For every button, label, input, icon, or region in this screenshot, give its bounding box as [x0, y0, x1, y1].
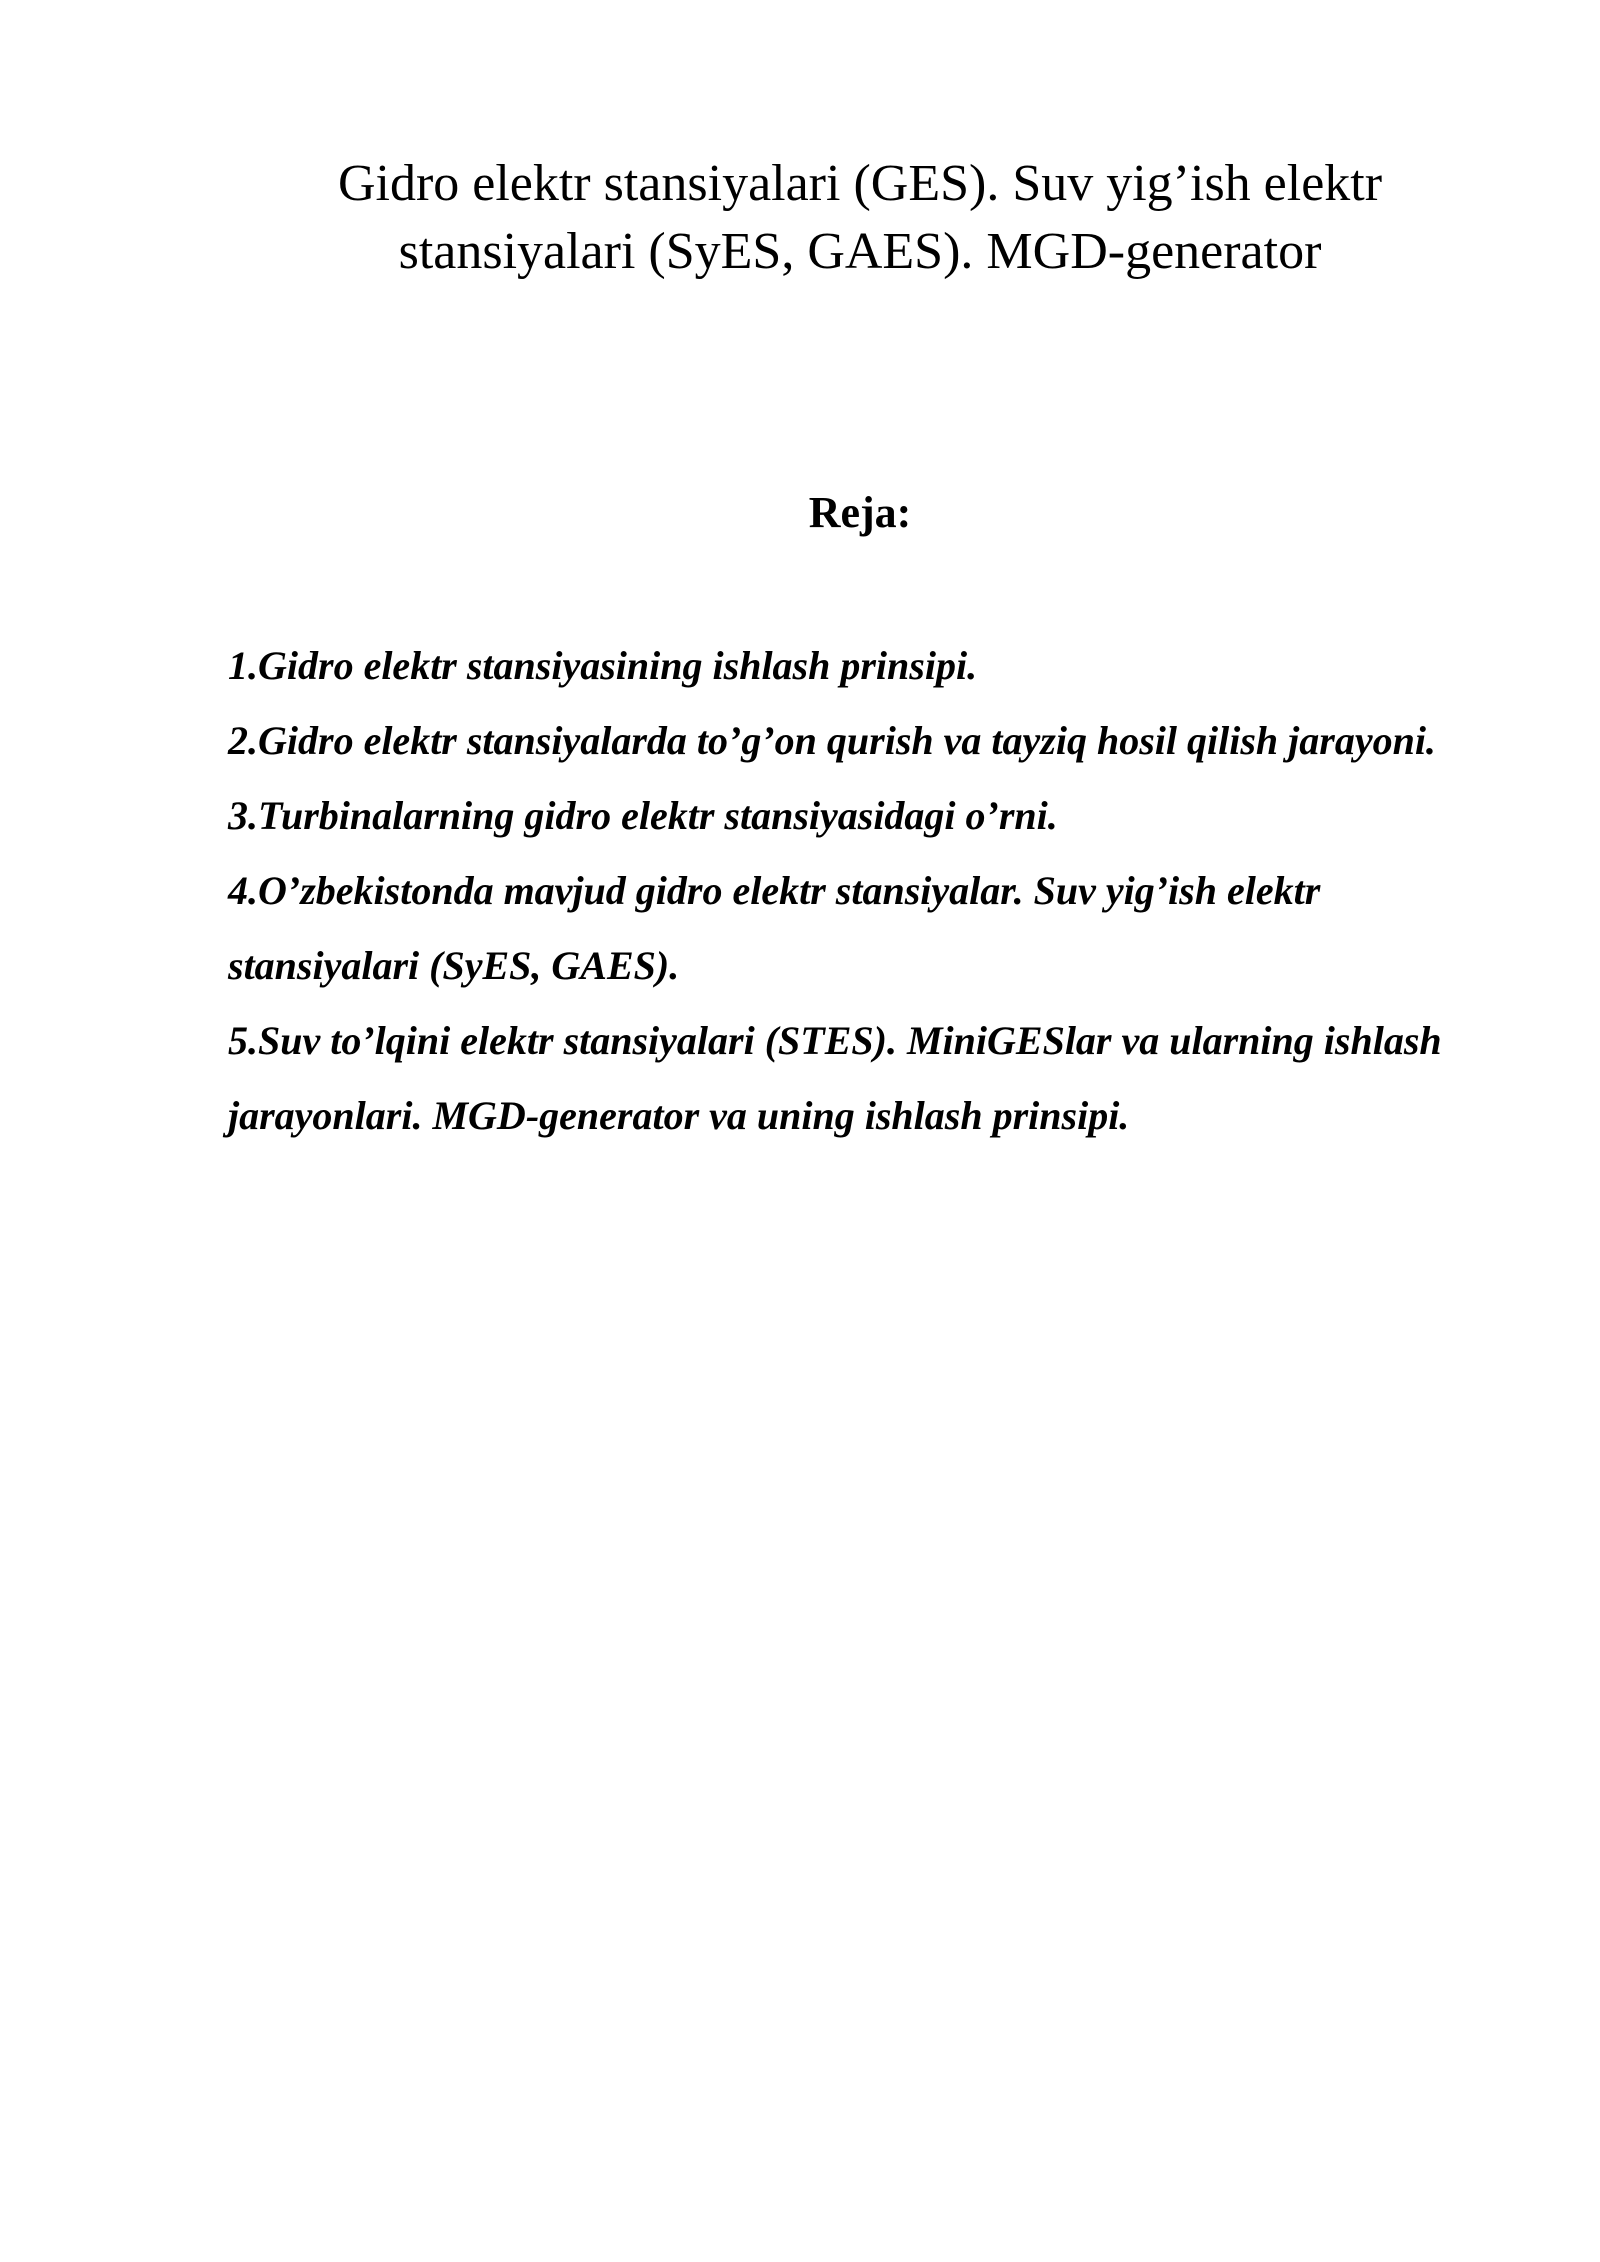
plan-heading: Reja: [808, 488, 912, 537]
document-title: Gidro elektr stansiyalari (GES). Suv yig’ish elektr stansiyalari (SyES, GAES). MGD-generator [337, 155, 1383, 280]
plan-item-1: 1.Gidro elektr stansiyasining ishlash prinsipi. [228, 643, 978, 688]
plan-item-4: 4.O’zbekistonda mavjud gidro elektr stansiyalar. Suv yig’ish elektr stansiyalari (SyES, GAES). [228, 868, 1321, 988]
plan-list [228, 628, 1468, 1153]
plan-item-2: 2.Gidro elektr stansiyalarda to’g’on qurish va tayziq hosil qilish jarayoni. [228, 718, 1436, 763]
plan-item-3: 3.Turbinalarning gidro elektr stansiyasidagi o’rni. [228, 793, 1058, 838]
plan-item-5: 5.Suv to’lqini elektr stansiyalari (STES). MiniGESlar va ularning ishlash jarayonlari. MGD-generator va uning ishlash prinsipi. [228, 1018, 1442, 1138]
